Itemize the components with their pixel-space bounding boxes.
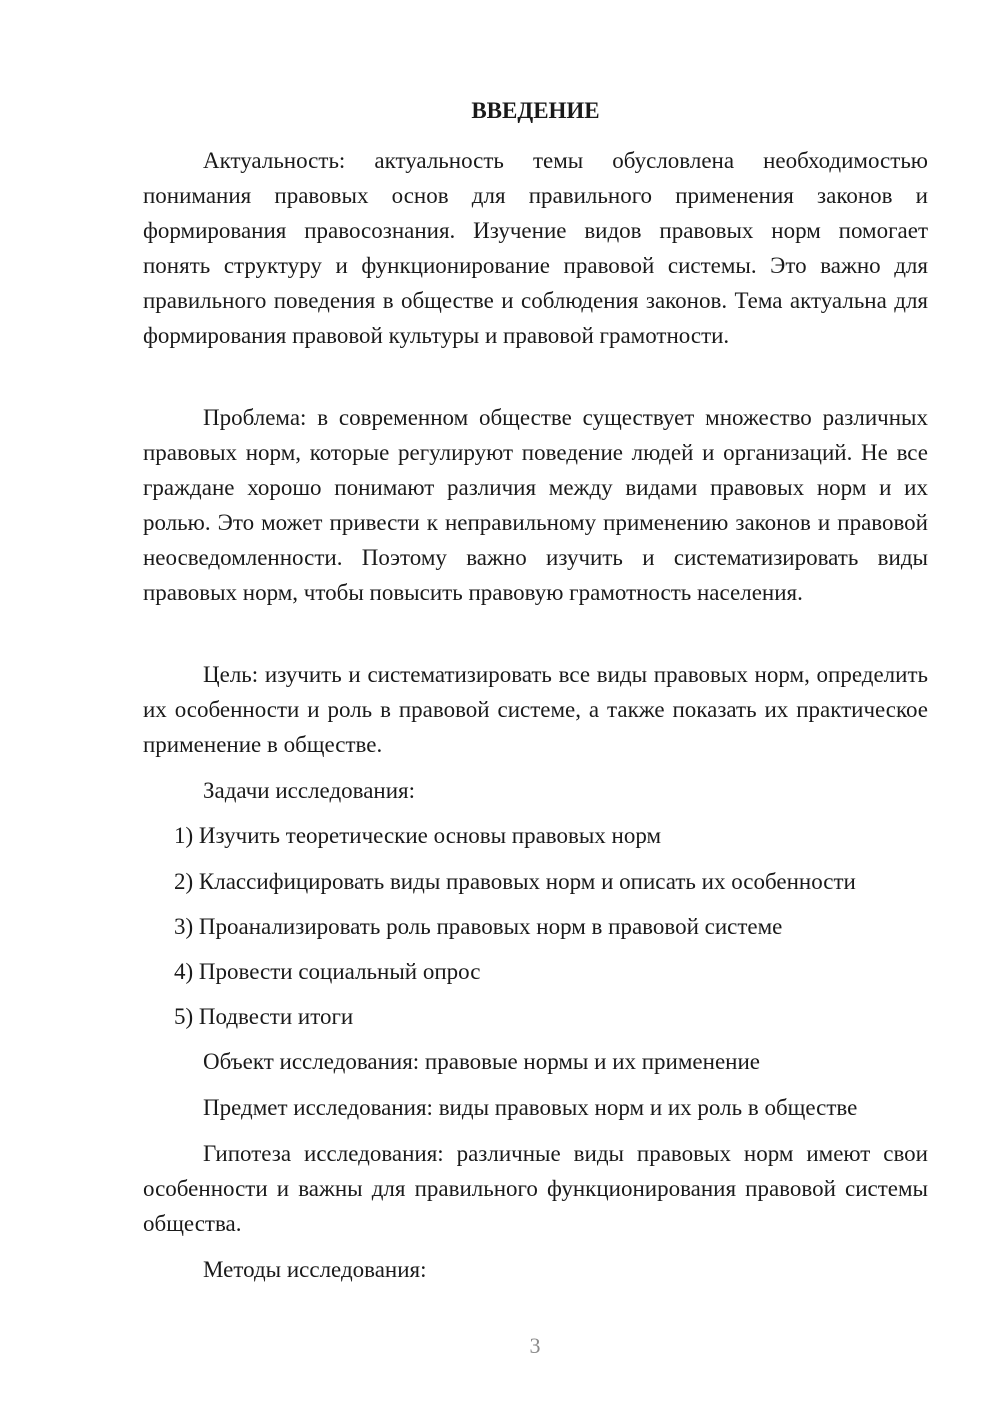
task-item: 5) Подвести итоги — [174, 1004, 354, 1029]
subject-line: Предмет исследования: виды правовых норм и их роль в обществе — [203, 1095, 858, 1120]
problem-paragraph: Проблема: в современном обществе существует множество различных правовых норм, которые регулируют поведение людей и организаций. Не все граждане хорошо понимают различия между видами правовых норм и их ролью. Это может привести к неправильному применению законов и правовой неосведомленности. Поэтому важно изучить и систематизировать виды правовых норм, чтобы повысить правовую грамотность населения. — [143, 405, 928, 605]
task-item: 2) Классифицировать виды правовых норм и описать их особенности — [174, 869, 856, 894]
tasks-heading: Задачи исследования: — [203, 778, 416, 803]
object-line: Объект исследования: правовые нормы и их применение — [203, 1049, 760, 1074]
task-item: 1) Изучить теоретические основы правовых норм — [174, 823, 662, 848]
task-item: 3) Проанализировать роль правовых норм в правовой системе — [174, 914, 783, 939]
page-number: 3 — [529, 1333, 541, 1358]
methods-heading: Методы исследования: — [203, 1257, 427, 1282]
hypothesis-paragraph: Гипотеза исследования: различные виды правовых норм имеют свои особенности и важны для правильного функционирования правовой системы общества. — [143, 1141, 928, 1236]
page-title: ВВЕДЕНИЕ — [471, 98, 600, 123]
task-item: 4) Провести социальный опрос — [174, 959, 481, 984]
goal-paragraph: Цель: изучить и систематизировать все виды правовых норм, определить их особенности и роль в правовой системе, а также показать их практическое применение в обществе. — [143, 662, 928, 757]
relevance-paragraph: Актуальность: актуальность темы обусловлена необходимостью понимания правовых основ для правильного применения законов и формирования правосознания. Изучение видов правовых норм помогает понять структуру и функционирование правовой системы. Это важно для правильного поведения в обществе и соблюдения законов. Тема актуальна для формирования правовой культуры и правовой грамотности. — [143, 148, 928, 348]
